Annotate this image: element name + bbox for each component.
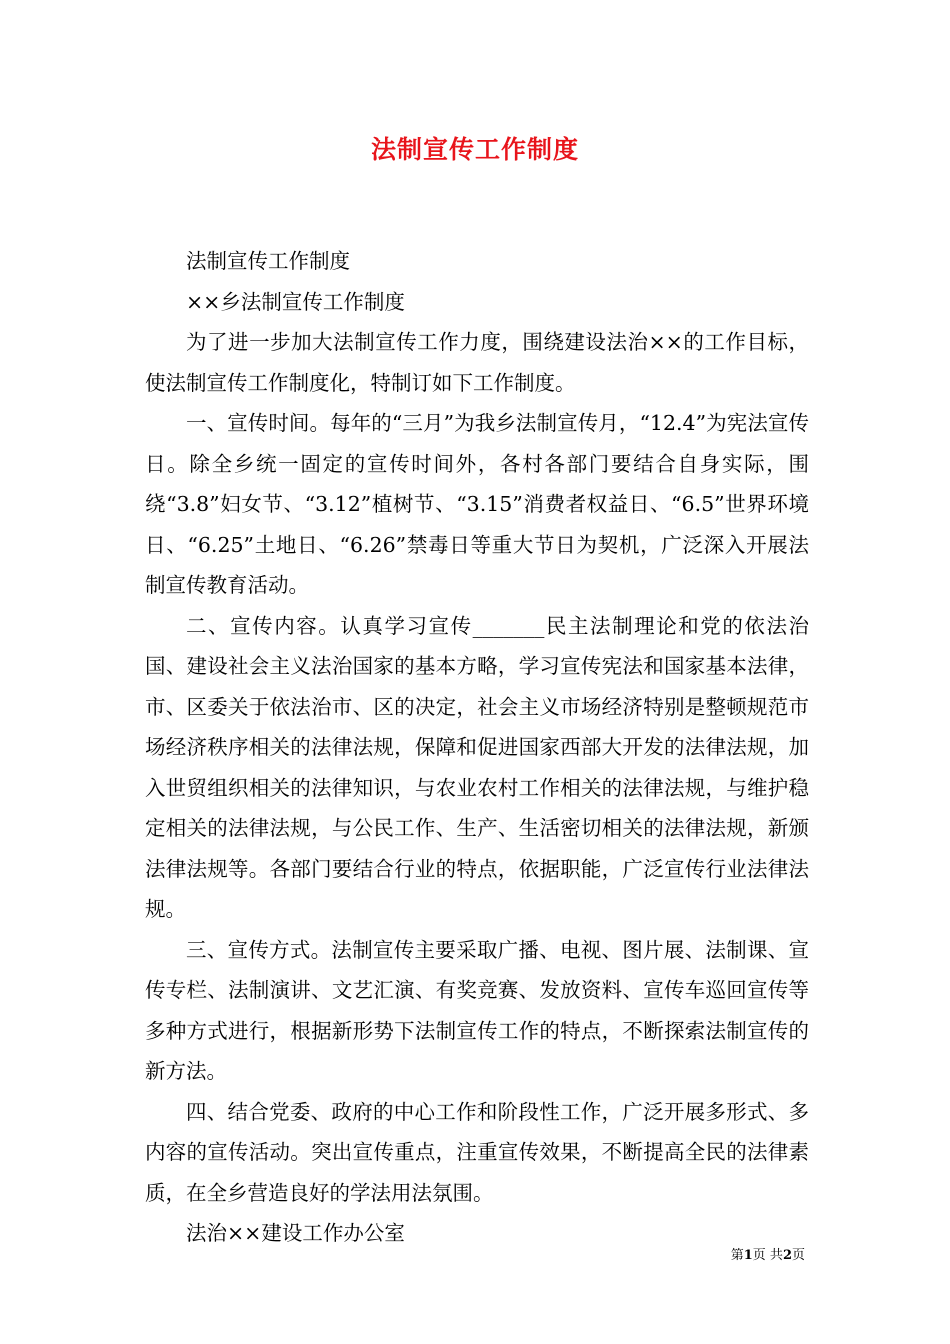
footer-total-pages: 2 xyxy=(782,1248,792,1263)
footer-current-page: 1 xyxy=(743,1248,753,1263)
footer-middle: 页 共 xyxy=(752,1248,783,1263)
paragraph-intro: 为了进一步加大法制宣传工作力度，围绕建设法治××的工作目标，使法制宣传工作制度化，特制订如下工作制度。 xyxy=(145,330,809,395)
paragraph-section-activities: 四、结合党委、政府的中心工作和阶段性工作，广泛开展多形式、多内容的宣传活动。突出宣传重点，注重宣传效果，不断提高全民的法律素质，在全乡营造良好的学法用法氛围。 xyxy=(145,1099,809,1205)
paragraph-heading-repeat: 法制宣传工作制度 xyxy=(186,249,350,273)
document-body xyxy=(145,241,809,1254)
paragraph-section-content: 二、宣传内容。认真学习宣传_______民主法制理论和党的依法治国、建设社会主义法治国家的基本方略，学习宣传宪法和国家基本法律，市、区委关于依法治市、区的决定，社会主义市场经济特别是整顿规范市场经济秩序相关的法律法规，保障和促进国家西部大开发的法律法规，加入世贸组织相关的法律知识，与农业农村工作相关的法律法规，与维护稳定相关的法律法规，与公民工作、生产、生活密切相关的法律法规，新颁法律法规等。各部门要结合行业的特点，依据职能，广泛宣传行业法律法规。 xyxy=(145,613,809,921)
paragraph-subtitle: ××乡法制宣传工作制度 xyxy=(186,289,405,314)
document-title: 法制宣传工作制度 xyxy=(370,135,579,164)
paragraph-section-methods: 三、宣传方式。法制宣传主要采取广播、电视、图片展、法制课、宣传专栏、法制演讲、文艺汇演、有奖竞赛、发放资料、宣传车巡回宣传等多种方式进行，根据新形势下法制宣传工作的特点，不断探索法制宣传的新方法。 xyxy=(145,937,809,1083)
paragraph-section-time: 一、宣传时间。每年的“三月”为我乡法制宣传月，“12.4”为宪法宣传日。除全乡统一固定的宣传时间外，各村各部门要结合自身实际，围绕“3.8”妇女节、“3.12”植树节、“3.15”消费者权益日、“6.5”世界环境日、“6.25”土地日、“6.26”禁毒日等重大节日为契机，广泛深入开展法制宣传教育活动。 xyxy=(145,411,809,597)
footer-suffix: 页 xyxy=(791,1248,805,1263)
paragraph-signature: 法治××建设工作办公室 xyxy=(186,1221,405,1245)
page-number-footer xyxy=(731,1247,805,1265)
footer-prefix: 第 xyxy=(730,1248,744,1263)
